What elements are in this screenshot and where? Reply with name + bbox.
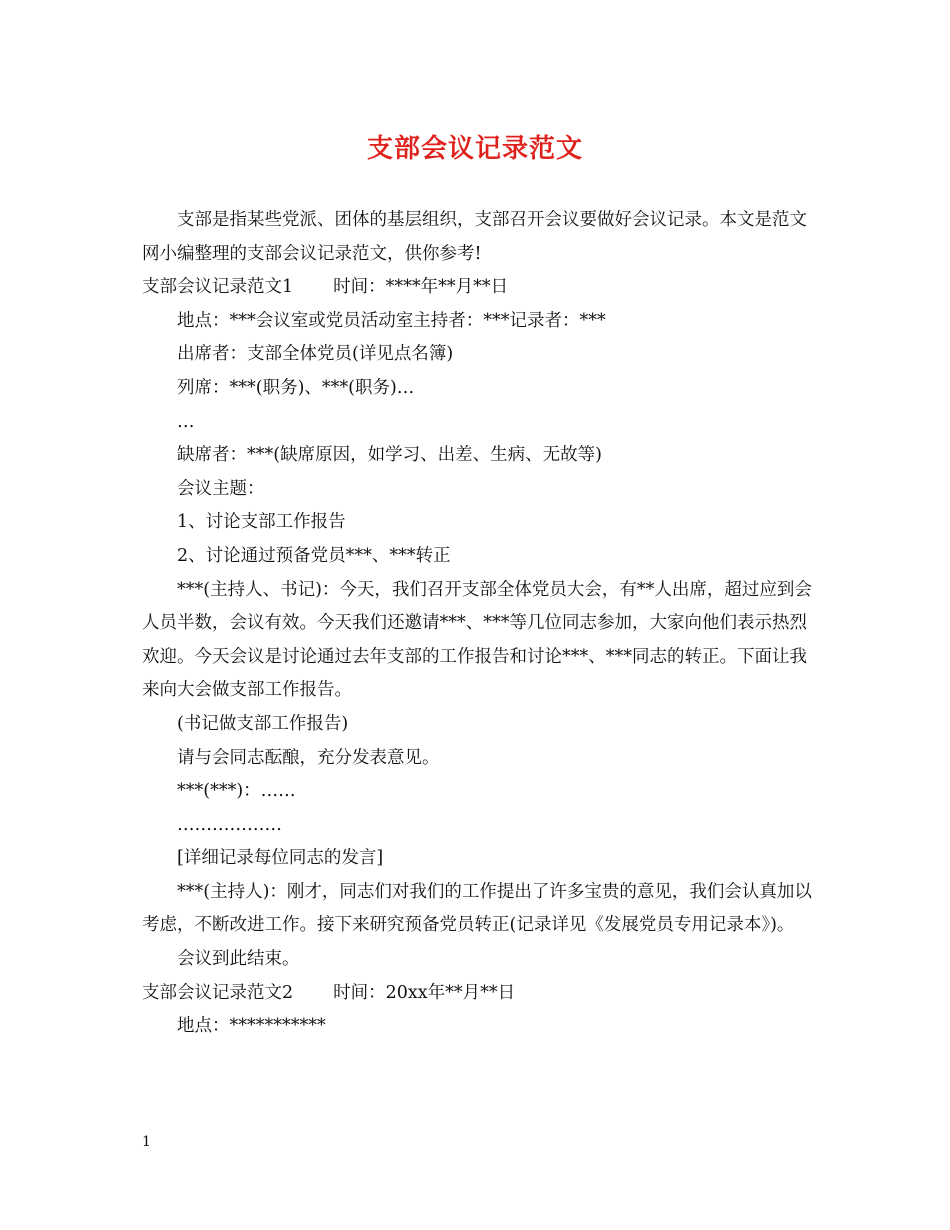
sample2-header: [142, 977, 814, 1011]
document-title: 支部会议记录范文: [366, 134, 583, 164]
sample1-topic-1: 1、讨论支部工作报告: [177, 512, 346, 533]
sample1-heading: 支部会议记录范文1: [142, 277, 294, 298]
intro-paragraph: 支部是指某些党派、团体的基层组织，支部召开会议要做好会议记录。本文是范文网小编整理的支部会议记录范文，供你参考!: [142, 210, 807, 264]
sample1-report-note: (书记做支部工作报告): [177, 713, 349, 734]
sample2-time: 时间：20xx年**月**日: [333, 982, 516, 1003]
sample2-heading: 支部会议记录范文2: [142, 982, 294, 1003]
sample1-header: [142, 271, 814, 305]
sample1-absentees: 缺席者：***(缺席原因，如学习、出差、生病、无故等): [177, 445, 602, 466]
sample1-observers: 列席：***(职务)、***(职务)…: [177, 377, 415, 398]
page-number: 1: [142, 1134, 151, 1150]
sample1-end: 会议到此结束。: [177, 949, 300, 970]
sample1-attendees: 出席者：支部全体党员(详见点名簿): [177, 344, 454, 365]
sample1-host-closing: ***(主持人)：刚才，同志们对我们的工作提出了许多宝贵的意见，我们会认真加以考虑，不断改进工作。接下来研究预备党员转正(记录详见《发展党员专用记录本》)。: [142, 881, 812, 936]
sample1-speaker-line: ***(***)：……: [177, 781, 296, 802]
sample1-host-speech: ***(主持人、书记)：今天，我们召开支部全体党员大会，有**人出席，超过应到会人员半数，会议有效。今天我们还邀请***、***等几位同志参加，大家向他们表示热烈欢迎。今天会议是讨论通过去年支部的工作报告和讨论***、***同志的转正。下面让我来向大会做支部工作报告。: [142, 579, 812, 701]
sample1-discussion-prompt: 请与会同志酝酿，充分发表意见。: [177, 747, 440, 768]
sample1-topic-2: 2、讨论通过预备党员***、***转正: [177, 545, 451, 566]
sample2-place: 地点：***********: [177, 1016, 326, 1037]
sample1-ellipsis: …: [177, 411, 195, 432]
sample1-place: 地点：***会议室或党员活动室主持者：***记录者：***: [177, 310, 606, 331]
sample1-record-note: [详细记录每位同志的发言]: [177, 848, 384, 869]
sample1-dots-line: ………………: [177, 814, 282, 835]
sample1-time: 时间：****年**月**日: [333, 277, 509, 298]
sample1-topic-label: 会议主题：: [177, 478, 265, 499]
document-body: [142, 204, 814, 1044]
